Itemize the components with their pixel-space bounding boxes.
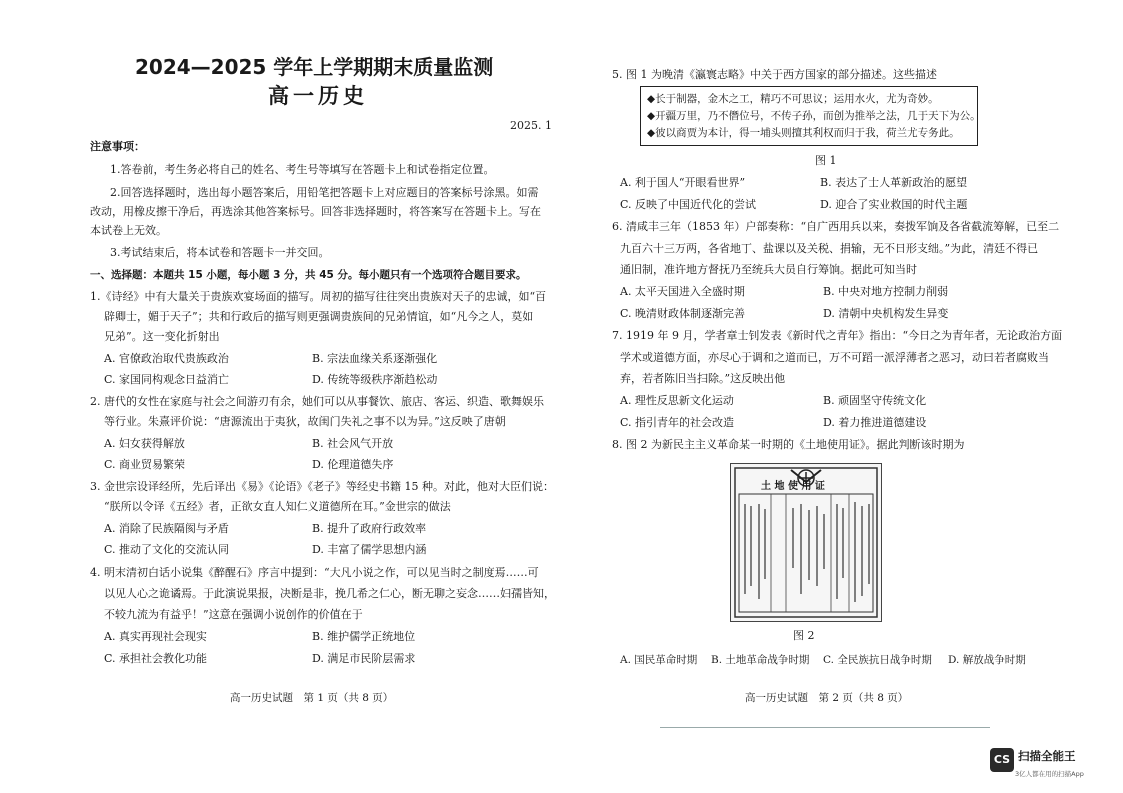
page-footer-left: 高一历史试题 第 1 页（共 8 页） bbox=[230, 692, 394, 704]
question-4-option: C. 承担社会教化功能 bbox=[104, 652, 208, 665]
question-3-option: B. 提升了政府行政效率 bbox=[312, 522, 427, 535]
question-4-option: D. 满足市民阶层需求 bbox=[312, 652, 416, 665]
question-7-option: D. 着力推进道德建设 bbox=[823, 416, 927, 429]
question-5-option: D. 迎合了实业救国的时代主题 bbox=[820, 198, 968, 211]
figure-1-caption: 图 1 bbox=[815, 154, 837, 167]
question-2-option: D. 伦理道德失序 bbox=[312, 458, 394, 471]
question-2-line: 等行业。朱熹评价说：“唐源流出于夷狄，故闺门失礼之事不以为异。”这反映了唐朝 bbox=[104, 415, 506, 428]
question-6-line: 6. 清咸丰三年（1853 年）户部奏称：“自广西用兵以来，奏拨军饷及各省截流筹解，已至二 bbox=[612, 220, 1060, 233]
question-1-option: D. 传统等级秩序渐趋松动 bbox=[312, 373, 438, 386]
exam-subject: 高一历史 bbox=[268, 84, 368, 108]
question-7-line: 弃，若者陈旧当扫除。”这反映出他 bbox=[620, 372, 786, 385]
notice-item: 1.答卷前，考生务必将自己的姓名、考生号等填写在答题卡上和试卷指定位置。 bbox=[110, 163, 495, 176]
question-6-line: 通旧制，准许地方督抚乃至统兵大员自行筹饷。据此可知当时 bbox=[620, 263, 917, 276]
question-5-option: C. 反映了中国近代化的尝试 bbox=[620, 198, 757, 211]
question-6-option: C. 晚清财政体制逐渐完善 bbox=[620, 307, 746, 320]
question-3-option: C. 推动了文化的交流认同 bbox=[104, 543, 230, 556]
question-4-line: 不较九流为有益乎！”这意在强调小说创作的价值在于 bbox=[104, 608, 363, 621]
figure-1-line: ◆长于制器，金木之工，精巧不可思议；运用水火，尤为奇妙。 bbox=[647, 93, 939, 105]
figure-1-line: ◆开疆万里，乃不僭位号，不传子孙，而创为推举之法，几于天下为公。 bbox=[647, 110, 981, 122]
question-6-line: 九百六十三万两，各省地丁、盐课以及关税、捐输，无不日形支绌。”为此，清廷不得已 bbox=[620, 242, 1039, 255]
question-6-option: D. 清朝中央机构发生异变 bbox=[823, 307, 949, 320]
question-4-line: 以见人心之诡谲焉。于此演说果报，决断是非，挽几希之仁心，断无聊之妄念……妇孺皆知， bbox=[104, 587, 555, 600]
question-1-option: B. 宗法血缘关系逐渐强化 bbox=[312, 352, 438, 365]
question-5-option: B. 表达了士人革新政治的愿望 bbox=[820, 176, 968, 189]
question-4-line: 4. 明末清初白话小说集《醉醒石》序言中提到：“大凡小说之作，可以见当时之制度焉……可 bbox=[90, 566, 539, 579]
question-1-line: 1.《诗经》中有大量关于贵族欢宴场面的描写。周初的描写往往突出贵族对天子的忠诚，如“百 bbox=[90, 290, 547, 303]
question-1-option: C. 家国同构观念日益消亡 bbox=[104, 373, 230, 386]
watermark-tagline: 3亿人都在用的扫描App bbox=[1015, 770, 1084, 778]
page-footer-right: 高一历史试题 第 2 页（共 8 页） bbox=[745, 692, 909, 704]
notice-heading: 注意事项： bbox=[90, 140, 145, 153]
question-2-line: 2. 唐代的女性在家庭与社会之间游刃有余，她们可以从事餐饮、旅店、客运、织造、歌舞娱乐 bbox=[90, 395, 544, 408]
exam-date: 2025. 1 bbox=[510, 119, 552, 132]
question-2-option: B. 社会风气开放 bbox=[312, 437, 394, 450]
figure-2-caption: 图 2 bbox=[793, 629, 815, 642]
question-7-option: B. 顽固坚守传统文化 bbox=[823, 394, 927, 407]
scan-line-divider bbox=[660, 727, 990, 728]
question-8-option: D. 解放战争时期 bbox=[948, 654, 1026, 666]
question-2-option: C. 商业贸易繁荣 bbox=[104, 458, 186, 471]
section-heading: 一、选择题：本题共 15 小题，每小题 3 分，共 45 分。每小题只有一个选项符合题目要求。 bbox=[90, 269, 527, 281]
camscanner-logo-icon: CS bbox=[990, 748, 1014, 772]
question-3-option: A. 消除了民族隔阂与矛盾 bbox=[104, 522, 229, 535]
certificate-heading: 土 地 使 用 证 bbox=[761, 481, 825, 492]
question-3-line: 3. 金世宗设译经所，先后译出《易》《论语》《老子》等经史书籍 15 种。对此，他对大臣们说： bbox=[90, 480, 554, 493]
question-8-option: B. 土地革命战争时期 bbox=[711, 654, 810, 666]
question-6-option: B. 中央对地方控制力削弱 bbox=[823, 285, 949, 298]
question-1-option: A. 官僚政治取代贵族政治 bbox=[104, 352, 229, 365]
question-4-option: B. 维护儒学正统地位 bbox=[312, 630, 416, 643]
question-7-line: 学术或道德方面，亦尽心于调和之道而已，万不可蹈一派浮薄者之恶习，动曰若者腐败当 bbox=[620, 351, 1049, 364]
question-2-option: A. 妇女获得解放 bbox=[104, 437, 185, 450]
land-use-certificate-image bbox=[730, 463, 882, 622]
question-7-option: C. 指引青年的社会改造 bbox=[620, 416, 735, 429]
notice-item: 3.考试结束后，将本试卷和答题卡一并交回。 bbox=[110, 246, 330, 259]
question-5-intro: 5. 图 1 为晚清《瀛寰志略》中关于西方国家的部分描述。这些描述 bbox=[612, 68, 937, 81]
notice-item: 2.回答选择题时，选出每小题答案后，用铅笔把答题卡上对应题目的答案标号涂黑。如需 bbox=[110, 186, 539, 199]
question-8-option: C. 全民族抗日战争时期 bbox=[823, 654, 932, 666]
figure-1-line: ◆彼以商贾为本计，得一埔头则擅其利权而归于我，荷兰尤专务此。 bbox=[647, 127, 960, 139]
question-1-line: 兄弟”。这一变化折射出 bbox=[104, 330, 220, 343]
notice-item: 改动，用橡皮擦干净后，再选涂其他答案标号。回答非选择题时，将答案写在答题卡上。写在 bbox=[90, 205, 541, 218]
question-4-option: A. 真实再现社会现实 bbox=[104, 630, 207, 643]
figure-1-box bbox=[640, 86, 981, 146]
question-5-option: A. 利于国人“开眼看世界” bbox=[620, 176, 746, 189]
question-8-intro: 8. 图 2 为新民主主义革命某一时期的《土地使用证》。据此判断该时期为 bbox=[612, 438, 965, 451]
question-1-line: 辟卿士，媚于天子”；共和行政后的描写则更强调贵族间的兄弟情谊，如“凡今之人，莫如 bbox=[104, 310, 534, 323]
question-7-option: A. 理性反思新文化运动 bbox=[620, 394, 734, 407]
question-3-line: “朕所以令译《五经》者，正欲女直人知仁义道德所在耳。”金世宗的做法 bbox=[104, 500, 451, 513]
exam-title: 2024—2025 学年上学期期末质量监测 bbox=[135, 55, 494, 79]
question-8-option: A. 国民革命时期 bbox=[620, 654, 698, 666]
notice-item: 本试卷上无效。 bbox=[90, 224, 167, 237]
question-7-line: 7. 1919 年 9 月，学者章士钊发表《新时代之青年》指出：“今日之为青年者，无论政治方面 bbox=[612, 329, 1063, 342]
question-3-option: D. 丰富了儒学思想内涵 bbox=[312, 543, 427, 556]
question-6-option: A. 太平天国进入全盛时期 bbox=[620, 285, 745, 298]
watermark-brand: 扫描全能王 bbox=[1018, 749, 1076, 763]
